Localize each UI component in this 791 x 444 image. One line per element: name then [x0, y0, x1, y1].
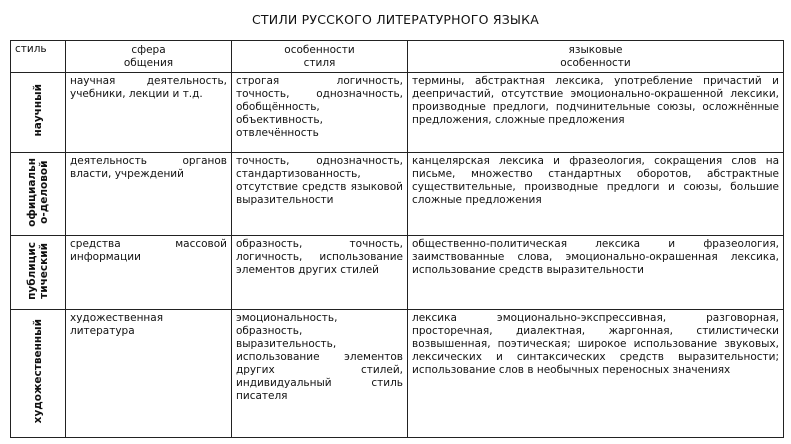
features-cell: строгая логичность, точность, однозначность, обобщённость, объективность, отвлечённость [232, 73, 408, 153]
page-title: СТИЛИ РУССКОГО ЛИТЕРАТУРНОГО ЯЗЫКА [252, 12, 539, 27]
header-features-line1: особенности [284, 44, 355, 56]
sphere-cell: научная деятельность, учебники, лекции и т.д. [66, 73, 232, 153]
style-cell [11, 236, 66, 310]
sphere-cell: деятельность органов власти, учреждений [66, 153, 232, 236]
language-cell: канцелярская лексика и фразеология, сокращения слов на письме, множество стандартных оборотов, абстрактные существительные, производные предлоги и союзы, большие сложные предложения [408, 153, 784, 236]
style-cell [11, 153, 66, 236]
styles-table [10, 40, 784, 438]
language-cell: лексика эмоционально-экспрессивная, разговорная, просторечная, диалектная, жаргонная, стилистически возвышенная, поэтическая; широкое использование звуковых, лексических и синтаксических средств выразительности; использование слов в необычных переносных значениях [408, 310, 784, 438]
style-label [26, 158, 50, 227]
style-label [32, 319, 44, 423]
table-row [11, 73, 784, 153]
header-features-line2: стиля [303, 56, 336, 69]
style-label-line: тический [38, 242, 50, 299]
style-label [26, 242, 50, 300]
features-cell: эмоциональность, образность, выразительность, использование элементов других стилей, индивидуальный стиль писателя [232, 310, 408, 438]
table-row [11, 236, 784, 310]
header-features [232, 41, 408, 73]
table-row [11, 310, 784, 438]
header-language-line1: языковые [568, 44, 623, 56]
style-label [32, 84, 44, 137]
style-label-line: публицис [26, 241, 38, 300]
style-cell [11, 73, 66, 153]
sphere-cell: художественная литература [66, 310, 232, 438]
style-label-line: художественный [32, 319, 44, 424]
language-cell: общественно-политическая лексика и фразеология, заимствованные слова, эмоционально-окрашенная лексика, использование средств выразительности [408, 236, 784, 310]
style-label-line: официальн [26, 157, 38, 227]
header-sphere-line2: общения [123, 56, 174, 69]
features-cell: точность, однозначность, стандартизованность, отсутствие средств языковой выразительности [232, 153, 408, 236]
header-style: стиль [11, 41, 66, 73]
sphere-cell: средства массовой информации [66, 236, 232, 310]
header-sphere-line1: сфера [131, 44, 166, 56]
language-cell: термины, абстрактная лексика, употребление причастий и деепричастий, отсутствие эмоционально-окрашенной лексики, производные предлоги, подчинительные союзы, осложнённые предложения, сложные предложения [408, 73, 784, 153]
features-cell: образность, точность, логичность, использование элементов других стилей [232, 236, 408, 310]
style-label-line: о-деловой [38, 160, 50, 224]
header-sphere [66, 41, 232, 73]
style-cell [11, 310, 66, 438]
header-language-line2: особенности [560, 56, 631, 69]
table-row [11, 153, 784, 236]
table-header-row [11, 41, 784, 73]
style-label-line: научный [32, 84, 44, 137]
header-language [408, 41, 784, 73]
